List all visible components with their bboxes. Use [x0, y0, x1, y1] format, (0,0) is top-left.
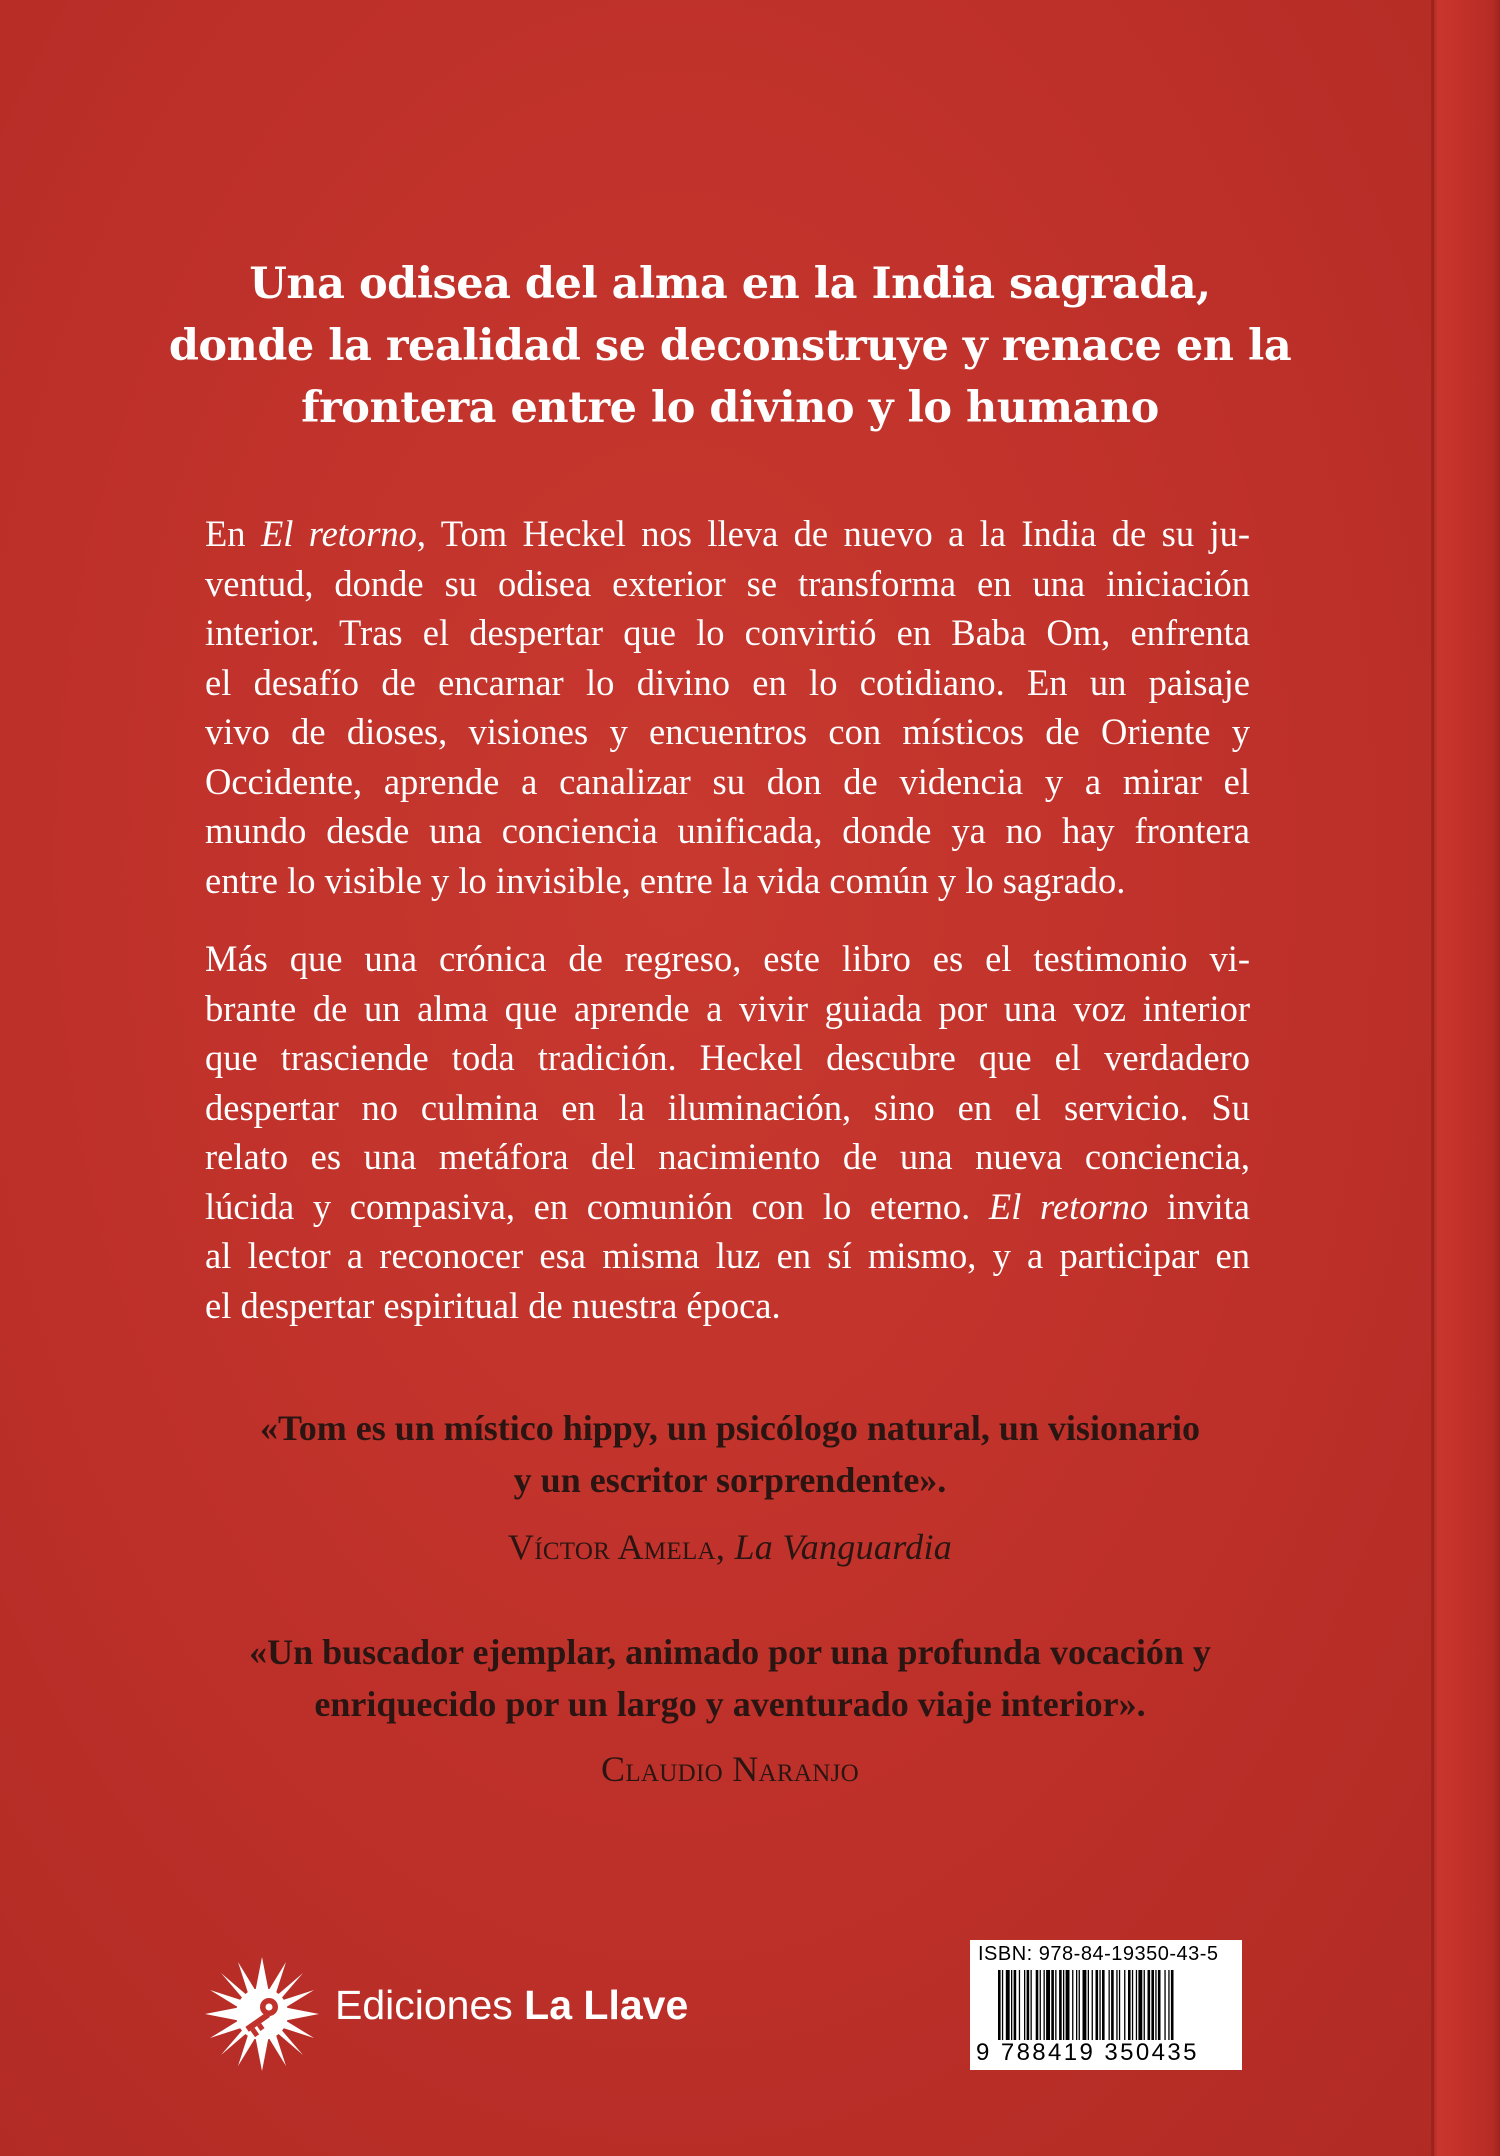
barcode-bar [1102, 1970, 1105, 2040]
barcode-bar [1076, 1970, 1077, 2040]
text-line: despertar no culmina en la iluminación, sino en el servicio. Su [205, 1086, 1250, 1128]
barcode-bar [1040, 1970, 1041, 2040]
text-span: En [205, 513, 261, 554]
text-line: el desafío de encarnar lo divino en lo cotidiano. En un paisaje [205, 661, 1250, 703]
text-line: brante de un alma que aprende a vivir guiada por una voz interior [205, 987, 1250, 1029]
barcode-bar [1168, 1970, 1169, 2040]
barcode-bar [1099, 1970, 1100, 2040]
barcode-bar [998, 1970, 1001, 2040]
isbn-label: ISBN: 978-84-19350-43-5 [978, 1943, 1219, 1965]
blurb-quote-2 [160, 1626, 1300, 1730]
spine-fold-line [1431, 0, 1434, 2156]
barcode-bar [1088, 1970, 1089, 2040]
barcode-bars [998, 1970, 1234, 2040]
publisher-name-regular: Ediciones [335, 1982, 525, 2028]
barcode-bar [1002, 1970, 1003, 2040]
text-line: relato es una metáfora del nacimiento de una nueva conciencia, [205, 1136, 1250, 1177]
text-line: Occidente, aprende a canalizar su don de videncia y a mirar el [205, 760, 1250, 802]
barcode-bar [1044, 1970, 1045, 2040]
text-line [205, 509, 1250, 559]
text-line: vivo de dioses, visiones y encuentros con místicos de Oriente y [205, 711, 1250, 752]
barcode-bar [1019, 1970, 1020, 2040]
synopsis-paragraph-2 [205, 934, 1250, 1330]
barcode-bar [1158, 1970, 1161, 2040]
text-line: Más que una crónica de regreso, este libro es el testimonio vi- [205, 938, 1250, 979]
barcode-bar [1046, 1970, 1050, 2040]
headline-line: frontera entre lo divino y lo humano [301, 383, 1159, 433]
quote-source: La Vanguardia [734, 1527, 953, 1567]
quote-line: «Tom es un místico hippy, un psicólogo natural, un visionario [260, 1408, 1200, 1448]
barcode-bar [1132, 1970, 1133, 2040]
text-line: mundo desde una conciencia unificada, donde ya no hay frontera [205, 810, 1250, 851]
barcode-bar [1171, 1970, 1174, 2040]
barcode-bar [1144, 1970, 1145, 2040]
barcode-bar [1148, 1970, 1151, 2040]
barcode-bar [1072, 1970, 1073, 2040]
publisher-name-bold: La Llave [524, 1982, 689, 2028]
headline-line: donde la realidad se deconstruye y renace en la [168, 321, 1292, 371]
barcode-bar [1109, 1970, 1110, 2040]
text-line: el despertar espiritual de nuestra época. [205, 1284, 781, 1326]
text-line: que trasciende toda tradición. Heckel descubre que el verdadero [205, 1037, 1250, 1078]
barcode-bar [1006, 1970, 1010, 2040]
barcode-bar [1027, 1970, 1030, 2040]
text-line: interior. Tras el despertar que lo convirtió en Baba Om, enfrenta [205, 612, 1250, 653]
quote-line: enriquecido por un largo y aventurado viaje interior». [314, 1684, 1146, 1724]
text-span: , Tom Heckel nos lleva de nuevo a la India de su ju- [416, 513, 1250, 554]
isbn-barcode [970, 1940, 1242, 2070]
text-line [205, 1182, 1250, 1232]
quote-attribution-2 [160, 1748, 1300, 1790]
barcode-bar [1051, 1970, 1054, 2040]
barcode-bar [1063, 1970, 1064, 2040]
quote-author: Claudio Naranjo [601, 1749, 859, 1789]
quote-line: y un escritor sorprendente». [513, 1460, 947, 1500]
barcode-bar [1024, 1970, 1025, 2040]
barcode-bar [1014, 1970, 1017, 2040]
publisher-name [335, 1982, 688, 2029]
barcode-bar [1011, 1970, 1012, 2040]
headline-line: Una odisea del alma en la India sagrada, [249, 259, 1211, 309]
text-line: al lector a reconocer esa misma luz en sí mismo, y a participar en [205, 1235, 1250, 1276]
barcode-bar [1151, 1970, 1154, 2040]
sun-key-logo-icon [203, 1955, 321, 2073]
barcode-bar [1031, 1970, 1032, 2040]
barcode-bar [1116, 1970, 1117, 2040]
barcode-bar [1083, 1970, 1087, 2040]
barcode-bar [1119, 1970, 1120, 2040]
quote-line: «Un buscador ejemplar, animado por una profunda vocación y [249, 1632, 1211, 1672]
text-span: lúcida y compasiva, en comunión con lo eterno. [205, 1185, 989, 1227]
book-title-italic: El retorno [260, 513, 417, 554]
book-title-italic: El retorno [988, 1185, 1149, 1227]
barcode-bar [1066, 1970, 1070, 2040]
barcode-bar [1055, 1970, 1056, 2040]
barcode-bar [1136, 1970, 1137, 2040]
text-span: invita [1148, 1185, 1250, 1227]
barcode-bar [1164, 1970, 1165, 2040]
barcode-bar [1128, 1970, 1131, 2040]
barcode-bar [1111, 1970, 1114, 2040]
barcode-bar [1092, 1970, 1093, 2040]
quote-attribution-1 [160, 1526, 1300, 1568]
blurb-quote-1 [160, 1402, 1300, 1506]
barcode-bar [1059, 1970, 1062, 2040]
text-line: entre lo visible y lo invisible, entre la vida común y lo sagrado. [205, 859, 1126, 901]
barcode-bar [1155, 1970, 1156, 2040]
quote-author: Víctor Amela, [507, 1527, 735, 1567]
synopsis-paragraph-1 [205, 509, 1250, 905]
barcode-bar [1138, 1970, 1142, 2040]
headline [160, 253, 1300, 439]
barcode-bar [1124, 1970, 1125, 2040]
barcode-bar [1079, 1970, 1080, 2040]
text-line: ventud, donde su odisea exterior se transforma en una iniciación [205, 562, 1250, 604]
spine-edge [1432, 0, 1500, 2156]
ean-digits: 9 788419 350435 [976, 2039, 1199, 2066]
barcode-bar [1096, 1970, 1099, 2040]
barcode-bar [1036, 1970, 1039, 2040]
